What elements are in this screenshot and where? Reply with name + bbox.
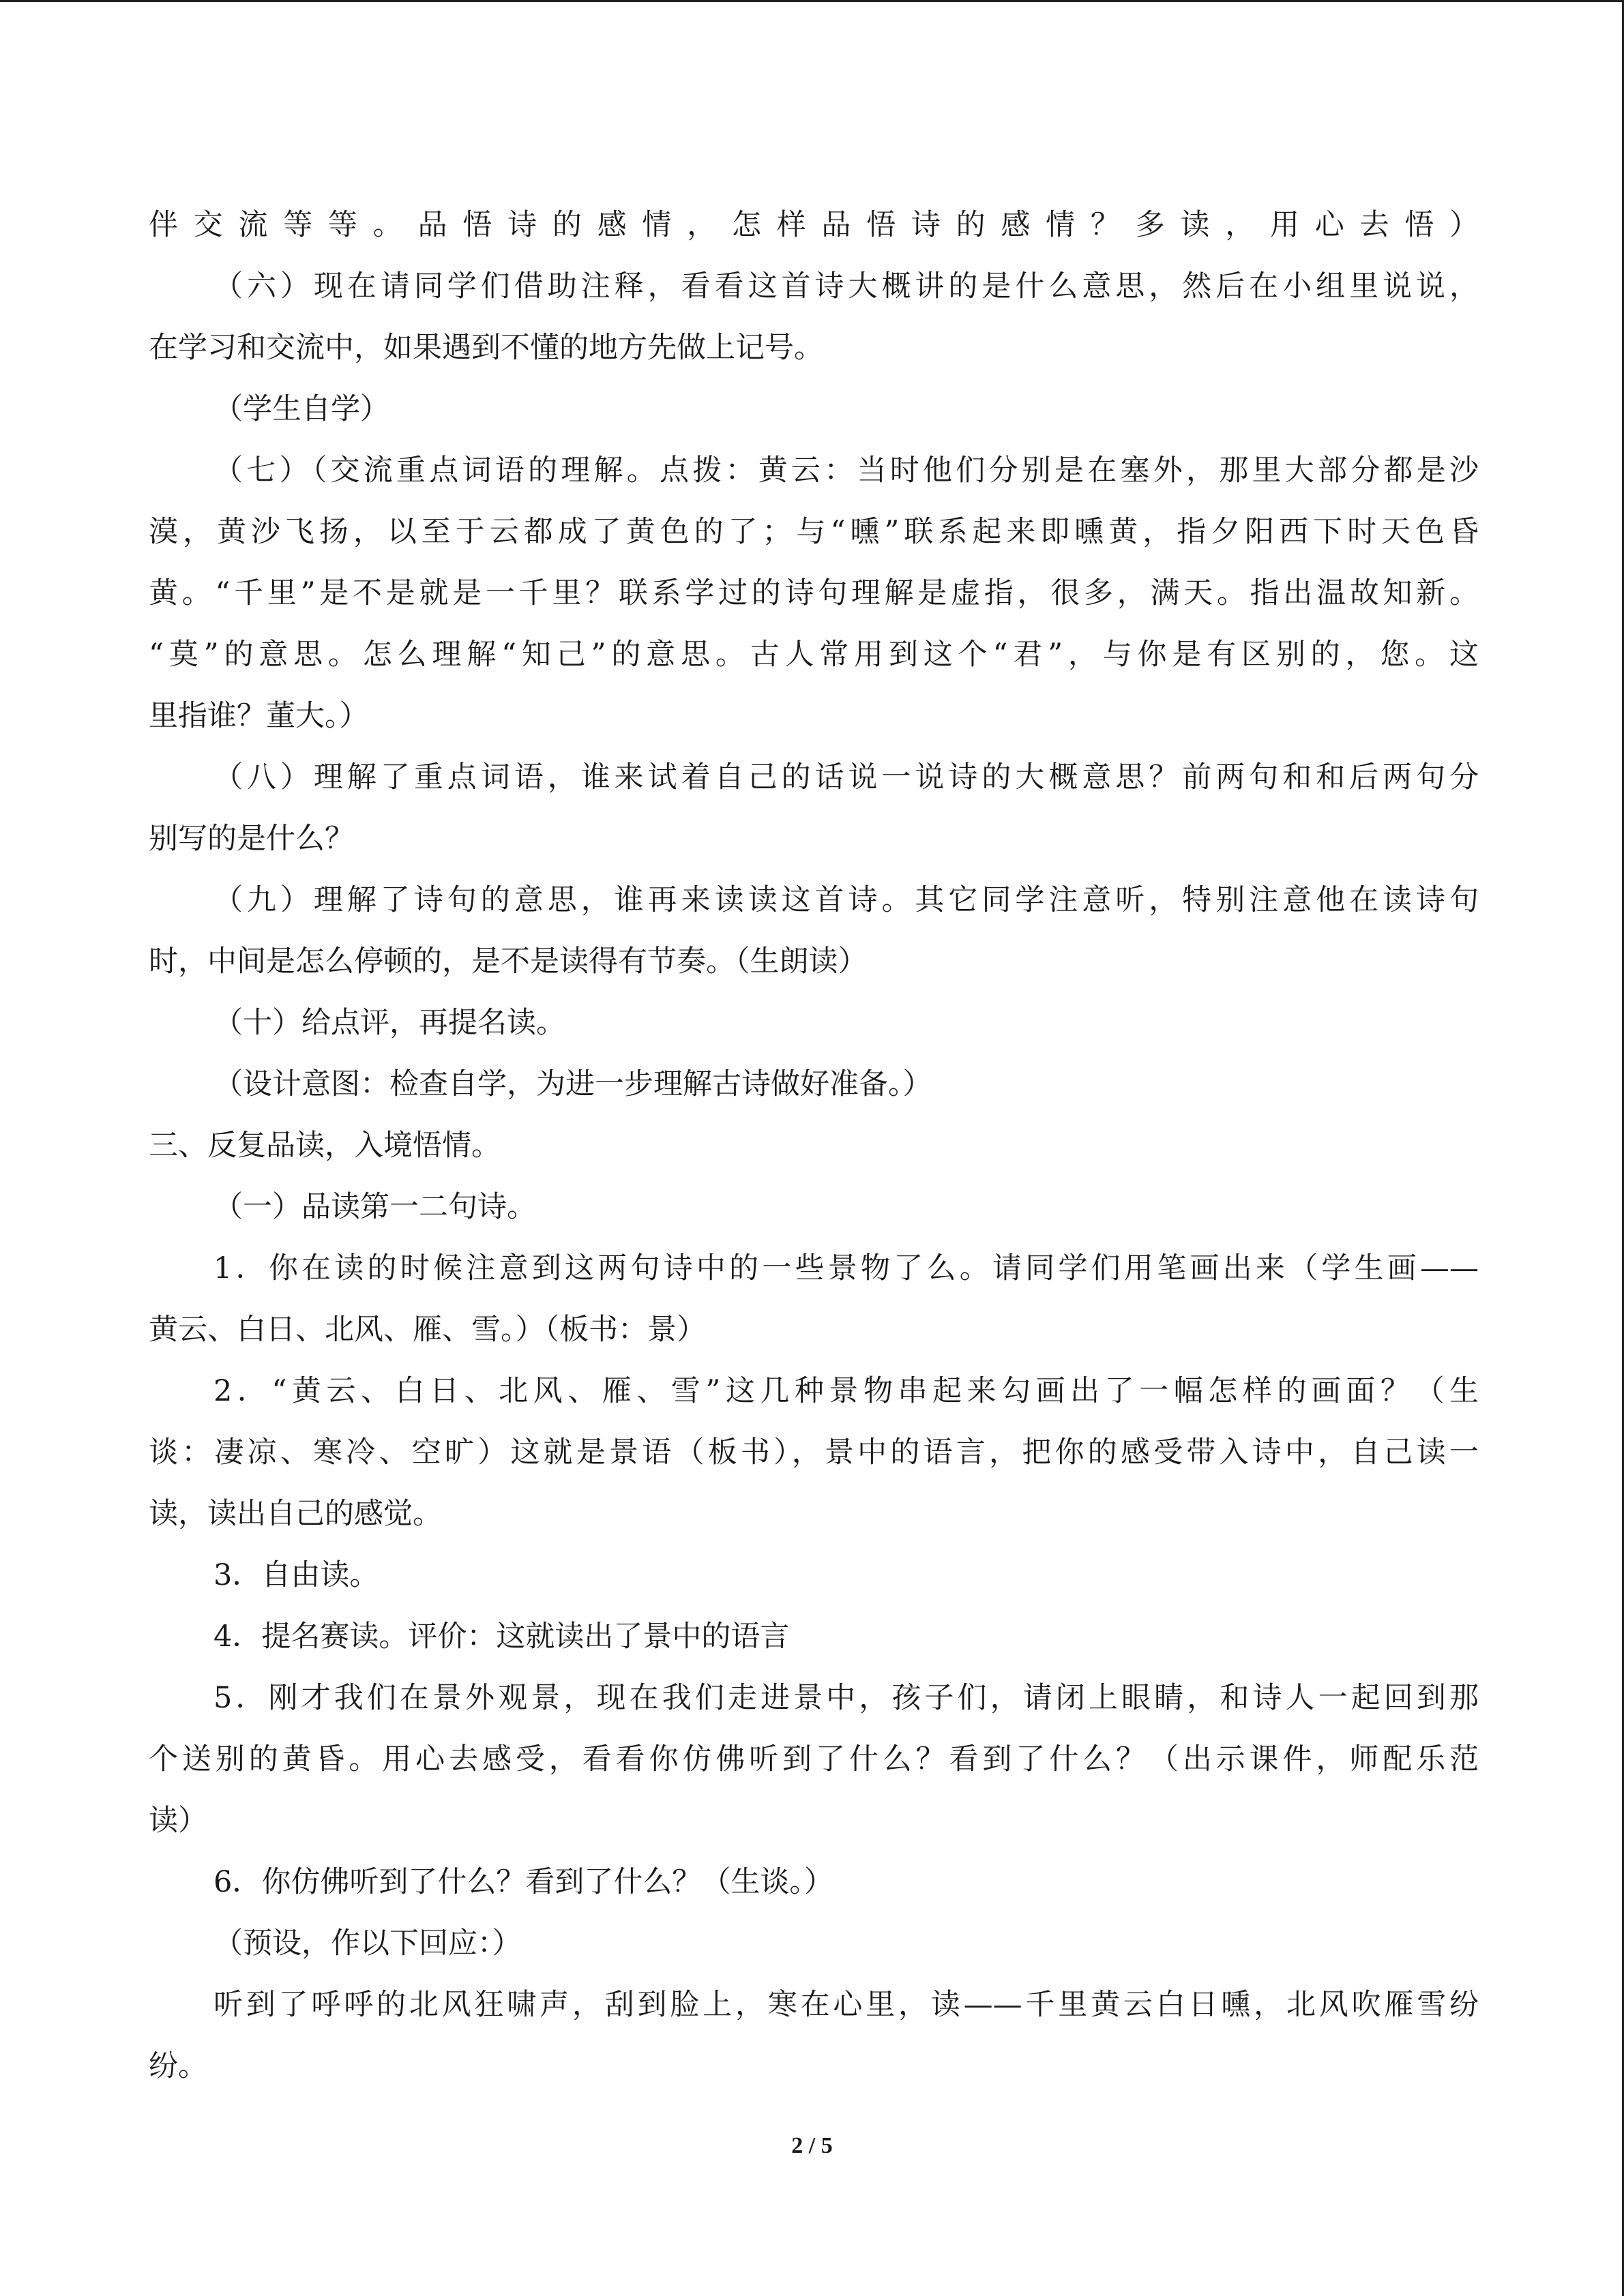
text-line: （设计意图：检查自学，为进一步理解古诗做好准备。） [213,1067,932,1101]
text-line: 读） [149,1804,207,1838]
text-line: 黄。“千里”是不是就是一千里？联系学过的诗句理解是虚指，很多，满天。指出温故知新。 [149,576,1479,610]
text-line: （七）（交流重点词语的理解。点拨：黄云：当时他们分别是在塞外，那里大部分都是沙 [213,453,1479,488]
text-line: （学生自学） [213,392,389,426]
text-line: 时，中间是怎么停顿的，是不是读得有节奏。（生朗读） [149,944,868,979]
text-line: 里指谁？董大。） [149,699,369,733]
page-border-top [0,0,1624,2]
text-line: 在学习和交流中，如果遇到不懂的地方先做上记号。 [149,331,823,365]
text-line: 纷。 [149,2049,207,2083]
text-line: 别写的是什么？ [149,822,354,856]
text-line: （六）现在请同学们借助注释，看看这首诗大概讲的是什么意思，然后在小组里说说， [213,269,1479,303]
section-heading: 三、反复品读，入境悟情。 [149,1129,501,1163]
text-line: 5．刚才我们在景外观景，现在我们走进景中，孩子们，请闭上眼睛，和诗人一起回到那 [213,1681,1479,1715]
text-line: 6．你仿佛听到了什么？看到了什么？（生谈。） [213,1865,833,1899]
text-line: 黄云、白日、北风、雁、雪。）（板书：景） [149,1313,706,1347]
text-line: 伴交流等等。品悟诗的感情，怎样品悟诗的感情？多读，用心去悟） [149,208,1479,242]
text-line: 4．提名赛读。评价：这就读出了景中的语言 [213,1620,790,1654]
text-line: 个送别的黄昏。用心去感受，看看你仿佛听到了什么？看到了什么？（出示课件，师配乐范 [149,1742,1479,1776]
text-line: 2．“黄云、白日、北风、雁、雪”这几种景物串起来勾画出了一幅怎样的画面？（生 [213,1374,1479,1408]
text-line: 1．你在读的时候注意到这两句诗中的一些景物了么。请同学们用笔画出来（学生画—— [213,1251,1479,1285]
text-line: （八）理解了重点词语，谁来试着自己的话说一说诗的大概意思？前两句和和后两句分 [213,760,1479,794]
text-line: （九）理解了诗句的意思，谁再来读读这首诗。其它同学注意听，特别注意他在读诗句 [213,883,1479,917]
page-number: 2 / 5 [791,2133,833,2158]
text-line: 读，读出自己的感觉。 [149,1497,442,1531]
text-line: （预设，作以下回应：） [213,1926,522,1960]
text-line: （一）品读第一二句诗。 [213,1190,536,1224]
text-line: 听到了呼呼的北风狂啸声，刮到脸上，寒在心里，读——千里黄云白日曛，北风吹雁雪纷 [213,1988,1479,2022]
text-line: “莫”的意思。怎么理解“知己”的意思。古人常用到这个“君”，与你是有区别的，您。这 [149,638,1479,672]
text-line: （十）给点评，再提名读。 [213,1006,565,1040]
text-line: 漠，黄沙飞扬，以至于云都成了黄色的了；与“曛”联系起来即曛黄，指夕阳西下时天色昏 [149,515,1479,549]
text-line: 谈：凄凉、寒冷、空旷）这就是景语（板书），景中的语言，把你的感受带入诗中，自己读一 [149,1435,1479,1470]
text-line: 3．自由读。 [213,1558,379,1592]
